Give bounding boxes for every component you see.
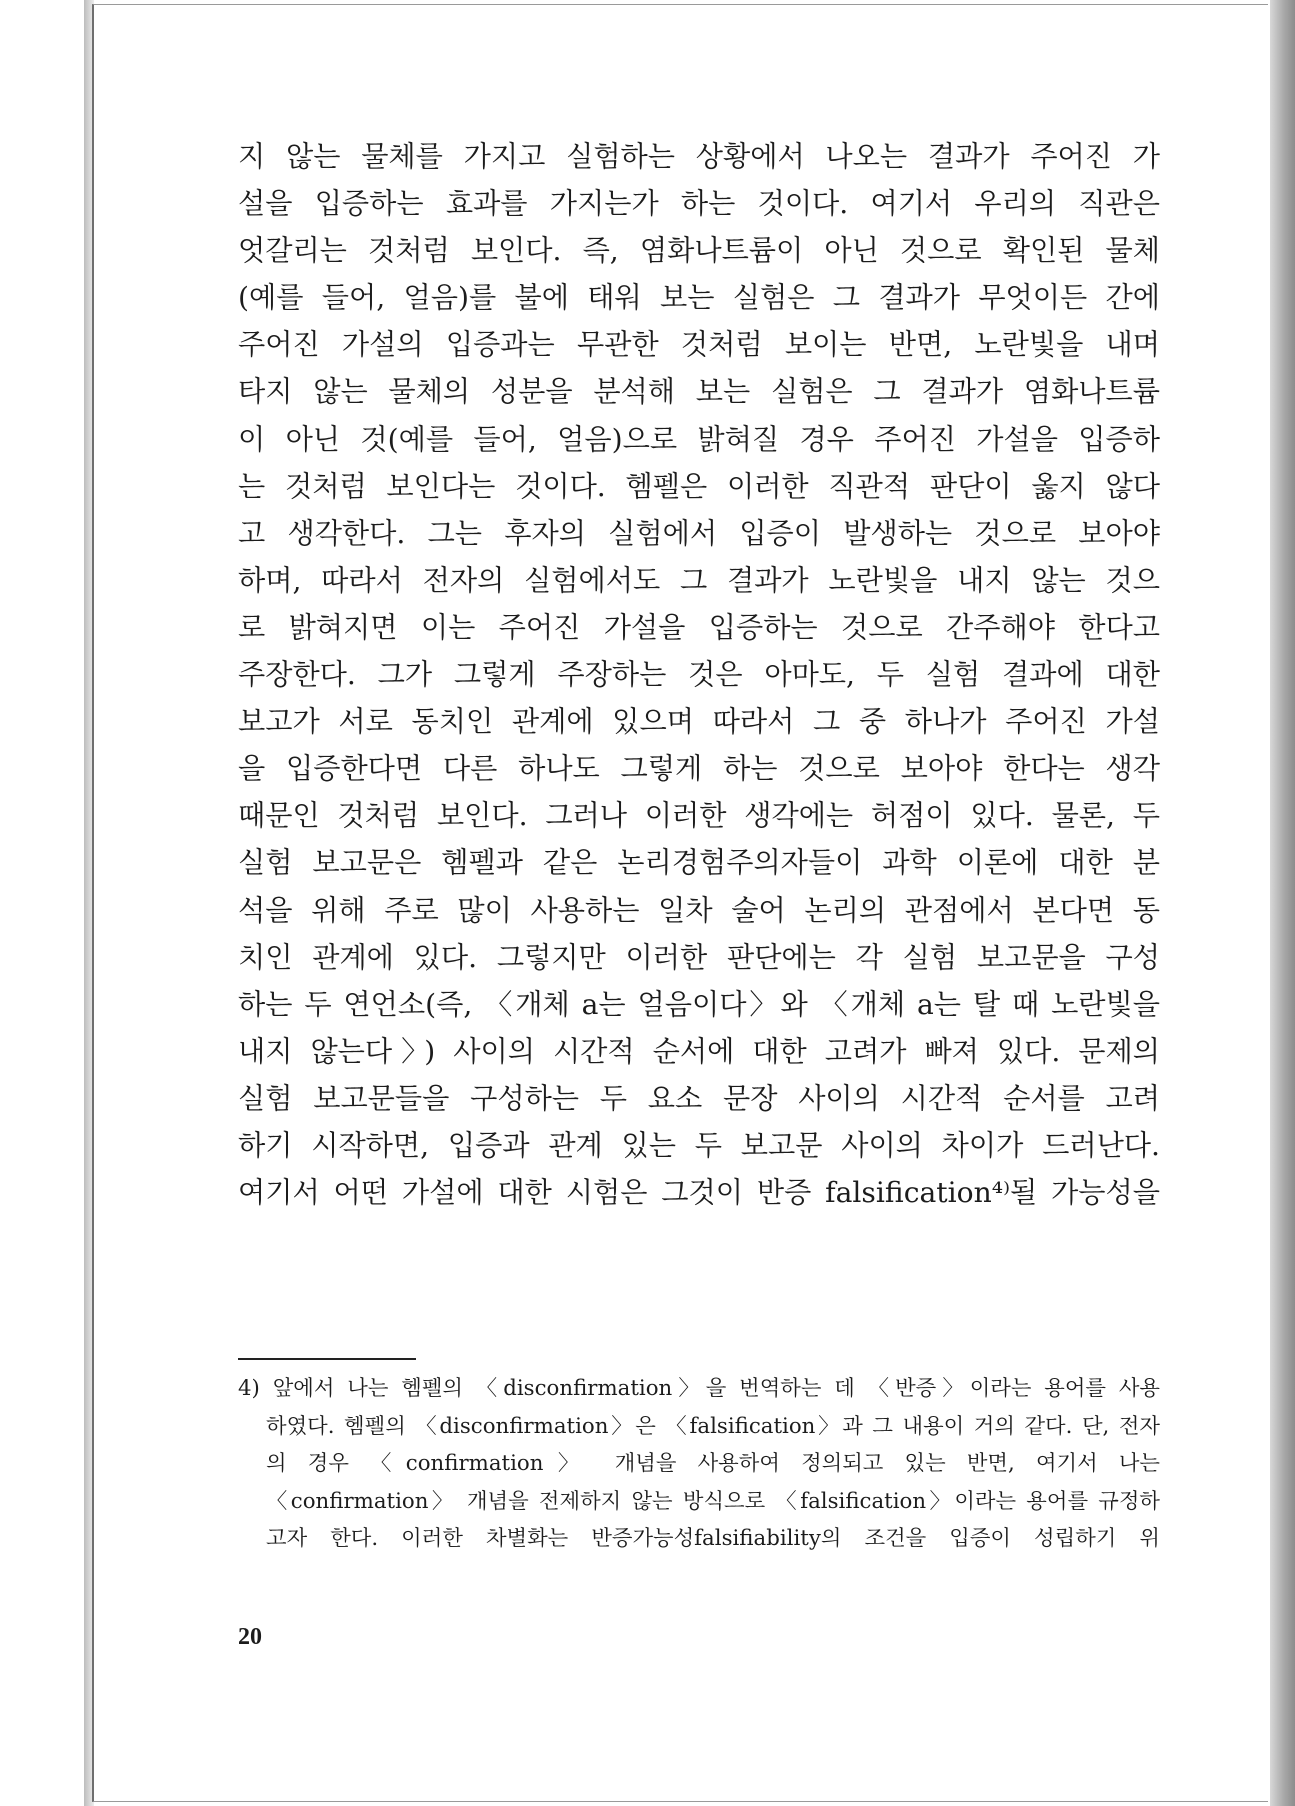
body-line: 고 생각한다. 그는 후자의 실험에서 입증이 발생하는 것으로 보아야	[238, 516, 1160, 550]
body-line: 때문인 것처럼 보인다. 그러나 이러한 생각에는 허점이 있다. 물론, 두	[238, 799, 1160, 833]
body-line: 실험 보고문은 헴펠과 같은 논리경험주의자들이 과학 이론에 대한 분	[238, 846, 1160, 880]
body-line: 지 않는 물체를 가지고 실험하는 상황에서 나오는 결과가 주어진 가	[238, 140, 1160, 173]
footnote-line: 하였다. 헴펠의 〈disconfirmation〉은 〈falsification〉과 그 내용이 거의 같다. 단, 전자	[266, 1413, 1160, 1439]
body-line: 하며, 따라서 전자의 실험에서도 그 결과가 노란빛을 내지 않는 것으	[238, 563, 1160, 597]
body-line: 하기 시작하면, 입증과 관계 있는 두 보고문 사이의 차이가 드러난다.	[238, 1128, 1160, 1162]
footnote-line: 〈confirmation〉 개념을 전제하지 않는 방식으로 〈falsification〉이라는 용어를 규정하	[266, 1488, 1160, 1514]
body-line: 내지 않는다〉) 사이의 시간적 순서에 대한 고려가 빠져 있다. 문제의	[238, 1034, 1160, 1068]
page-edge-shadow	[1270, 0, 1295, 1806]
body-line: 여기서 어떤 가설에 대한 시험은 그것이 반증 falsification⁴⁾될 가능성을	[238, 1176, 1160, 1210]
body-line: 석을 위해 주로 많이 사용하는 일차 술어 논리의 관점에서 본다면 동	[238, 893, 1160, 927]
body-line: 보고가 서로 동치인 관계에 있으며 따라서 그 중 하나가 주어진 가설	[238, 705, 1160, 739]
body-line: 타지 않는 물체의 성분을 분석해 보는 실험은 그 결과가 염화나트륨	[238, 375, 1160, 409]
body-line: 주어진 가설의 입증과는 무관한 것처럼 보이는 반면, 노란빛을 내며	[238, 328, 1160, 362]
footnote-line: 4) 앞에서 나는 헴펠의 〈disconfirmation〉을 번역하는 데 〈반증〉이라는 용어를 사용	[238, 1376, 1160, 1401]
footnote-line: 고자 한다. 이러한 차별화는 반증가능성falsifiability의 조건을 입증이 성립하기 위	[266, 1526, 1160, 1551]
body-line: 실험 보고문들을 구성하는 두 요소 문장 사이의 시간적 순서를 고려	[238, 1081, 1160, 1115]
body-line: 을 입증한다면 다른 하나도 그렇게 하는 것으로 보아야 한다는 생각	[238, 752, 1160, 786]
body-line: (예를 들어, 얼음)를 불에 태워 보는 실험은 그 결과가 무엇이든 간에	[238, 281, 1160, 315]
body-text	[238, 133, 1160, 1216]
page-number: 20	[238, 1624, 262, 1650]
footnote	[238, 1370, 1160, 1558]
body-line: 설을 입증하는 효과를 가지는가 하는 것이다. 여기서 우리의 직관은	[238, 187, 1160, 221]
body-line: 주장한다. 그가 그렇게 주장하는 것은 아마도, 두 실험 결과에 대한	[238, 658, 1160, 692]
body-line: 는 것처럼 보인다는 것이다. 헴펠은 이러한 직관적 판단이 옳지 않다	[238, 469, 1160, 503]
body-line: 하는 두 연언소(즉, 〈개체 a는 얼음이다〉와 〈개체 a는 탈 때 노란빛을	[238, 987, 1160, 1021]
body-line: 치인 관계에 있다. 그렇지만 이러한 판단에는 각 실험 보고문을 구성	[238, 940, 1160, 974]
body-line: 로 밝혀지면 이는 주어진 가설을 입증하는 것으로 간주해야 한다고	[238, 610, 1160, 644]
footnote-divider	[238, 1358, 416, 1360]
footnote-line: 의 경우 〈confirmation〉 개념을 사용하여 정의되고 있는 반면, 여기서 나는	[266, 1451, 1160, 1476]
body-line: 이 아닌 것(예를 들어, 얼음)으로 밝혀질 경우 주어진 가설을 입증하	[238, 422, 1160, 456]
body-line: 엇갈리는 것처럼 보인다. 즉, 염화나트륨이 아닌 것으로 확인된 물체	[238, 234, 1160, 268]
